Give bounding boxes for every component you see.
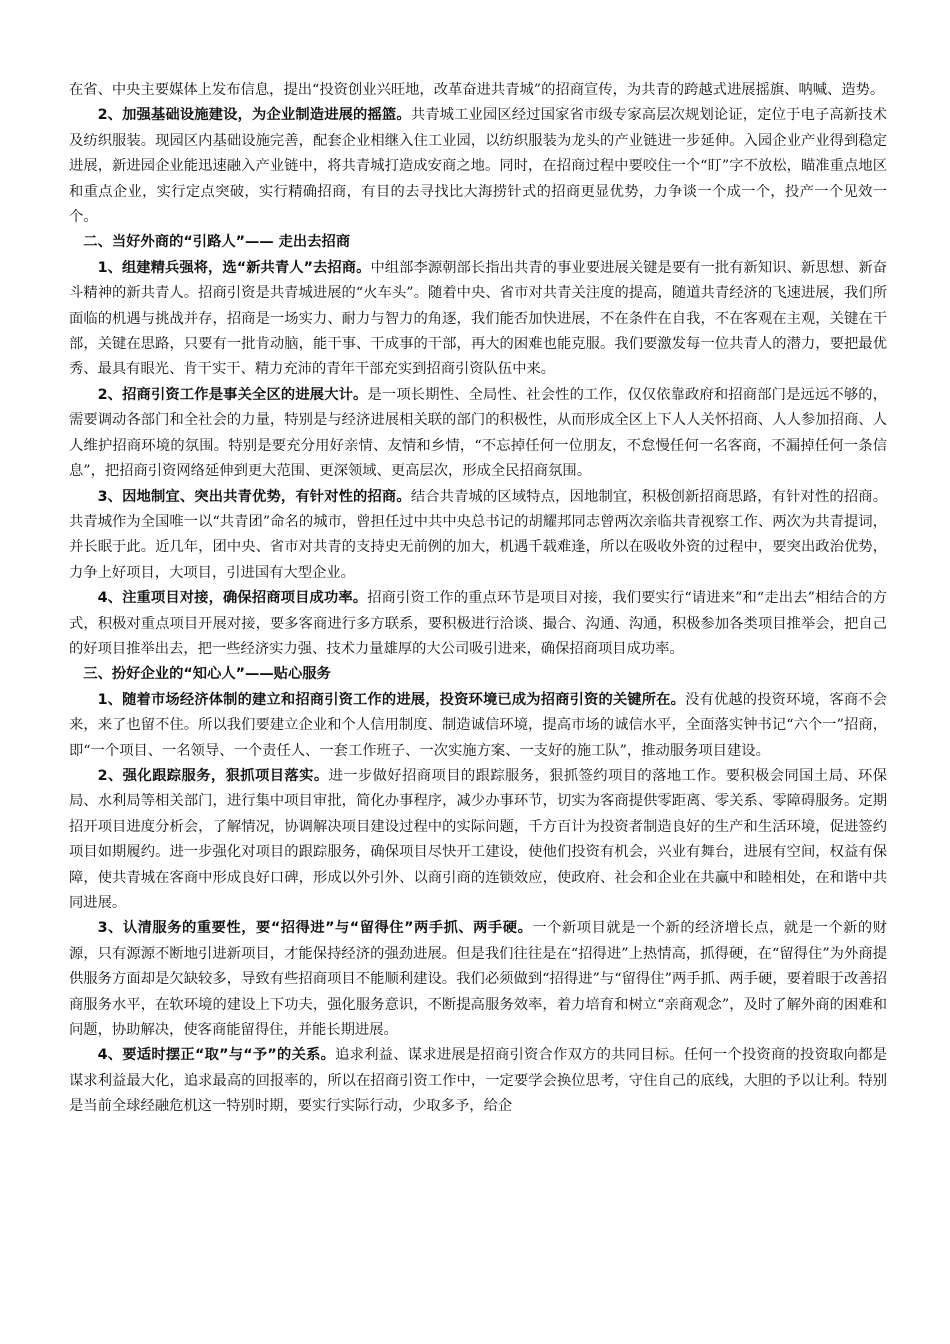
section3-item-3-body: 一个新项目就是一个新的经济增长点，就是一个新的财源，只有源源不断地引进新项目，才能保持经济的强劲进展。但是我们往往是在“招得进”上热情高，抓得硬，在“留得住”为外商提供服务方面却是欠缺较多，导致有些招商项目不能顺利建设。我们必须做到“招得进”与“留得住”两手抓、两手硬，要着眼于改善招商服务水平，在软环境的建设上下功夫，强化服务意识，不断提高服务效率，着力培育和树立“亲商观念”，及时了解外商的困难和问题，协助解决，使客商能留得住，并能长期进展。: [69, 920, 888, 1039]
section1-item-2-lead: 2、加强基础设施建设，为企业制造进展的摇篮。: [97, 107, 411, 124]
intro-continuation: 在省、中央主要媒体上发布信息，提出“投资创业兴旺地，改革奋进共青城”的招商宣传，为共青的跨越式进展摇旗、呐喊、造势。: [69, 82, 885, 98]
section3-item-4: [69, 1043, 887, 1119]
section3-item-4-lead: 4、要适时摆正“取”与“予”的关系。: [97, 1047, 336, 1064]
section2-item-1-lead: 1、组建精兵强将，选“新共青人”去招商。: [97, 259, 371, 276]
section3-item-1-lead: 1、随着市场经济体制的建立和招商引资工作的进展，投资环境已成为招商引资的关键所在。: [97, 691, 686, 708]
section3-item-1: [69, 688, 887, 764]
section2-item-1: [69, 256, 887, 383]
section1-item-2: [69, 103, 887, 230]
section3-item-4-body: 追求利益、谋求进展是招商引资合作双方的共同目标。任何一个投资商的投资取向都是谋求利益最大化，追求最高的回报率的，所以在招商引资工作中，一定要学会换位思考，守住自己的底线，大胆的予以让利。特别是当前全球经融危机这一特别时期，要实行实际行动，少取多予，给企: [69, 1047, 887, 1115]
section3-item-3-lead: 3、认清服务的重要性，要“招得进”与“留得住”两手抓、两手硬。: [97, 920, 533, 937]
section2-item-2-lead: 2、招商引资工作是事关全区的进展大计。: [97, 386, 368, 403]
section2-item-3-body: 结合共青城的区域特点，因地制宜，积极创新招商思路，有针对性的招商。共青城作为全国唯一以“共青团”命名的城市，曾担任过中共中央总书记的胡耀邦同志曾两次亲临共青视察工作、两次为共青提词，并长眠于此。近几年，团中央、省市对共青的支持史无前例的加大，机遇千载难逢，所以在吸收外资的过程中，要突出政治优势，力争上好项目，大项目，引进国有大型企业。: [69, 488, 888, 581]
section2-item-1-body: 中组部李源朝部长指出共青的事业要进展关键是要有一批有新知识、新思想、新奋斗精神的新共青人。招商引资是共青城进展的“火车头”。随着中央、省市对共青关注度的提高，随道共青经济的飞速进展，我们所面临的机遇与挑战并存，招商是一场实力、耐力与智力的角逐，我们能否加快进展，不在条件在自我，不在客观在主观，关键在干部，关键在思路，只要有一批肯动脑，能干事、干成事的干部，再大的困难也能克服。我们要激发每一位共青人的潜力，要把最优秀、最具有眼光、肯干实干、精力充沛的青年干部充实到招商引资队伍中来。: [69, 259, 887, 378]
section3-item-2-body: 进一步做好招商项目的跟踪服务，狠抓签约项目的落地工作。要积极会同国土局、环保局、水利局等相关部门，进行集中项目审批，简化办事程序，减少办事环节，切实为客商提供零距离、零关系、零障碍服务。定期招开项目进度分析会，了解情况，协调解决项目建设过程中的实际问题，千方百计为投资者制造良好的生产和生活环境，促进签约项目如期履约。进一步强化对项目的跟踪服务，确保项目尽快开工建设，使他们投资有机会，兴业有舞台，进展有空间，权益有保障，使共青城在客商中形成良好口碑，形成以外引外、以商引商的连锁效应，使政府、社会和企业在共赢中和睦相处，在和谐中共同进展。: [69, 767, 888, 911]
section2-item-2-body: 是一项长期性、全局性、社会性的工作，仅仅依靠政府和招商部门是远远不够的，需要调动各部门和全社会的力量，特别是与经济进展相关联的部门的积极性，从而形成全区上下人人关怀招商、人人参加招商、人人维护招商环境的氛围。特别是要充分用好亲情、友情和乡情，“不忘掉任何一位朋友，不怠慢任何一名客商，不漏掉任何一条信息”，把招商引资网络延伸到更大范围、更深领域、更高层次，形成全民招商氛围。: [69, 386, 887, 480]
section3-item-1-body: 没有优越的投资环境，客商不会来，来了也留不住。所以我们要建立企业和个人信用制度、制造诚信环境，提高市场的诚信水平，全面落实钟书记“六个一”招商，即“一个项目、一名领导、一个责任人、一套工作班子、一次实施方案、一支好的施工队”，推动服务项目建设。: [69, 691, 888, 759]
section1-item-2-body: 共青城工业园区经过国家省市级专家高层次规划论证，定位于电子高新技术及纺织服装。现园区内基础设施完善，配套企业相继入住工业园，以纺织服装为龙头的产业链进一步延伸。入园企业产业得到稳定进展，新进园企业能迅速融入产业链中，将共青城打造成安商之地。同时，在招商过程中要咬住一个“盯”字不放松，瞄准重点地区和重点企业，实行定点突破，实行精确招商，有目的去寻找比大海捞针式的招商更显优势，力争谈一个成一个，投产一个见效一个。: [69, 107, 888, 226]
section2-item-4-body: 招商引资工作的重点环节是项目对接，我们要实行“请进来”和“走出去”相结合的方式，积极对重点项目开展对接，要多客商进行多方联系，要积极进行洽谈、撮合、沟通、沟通，积极参加各类项目推举会，把自己的好项目推举出去，把一些经济实力强、技术力量雄厚的大公司吸引进来，确保招商项目成功率。: [69, 590, 887, 657]
section2-item-2: [69, 383, 887, 485]
document-page: [69, 78, 887, 1120]
section3-item-3: [69, 916, 887, 1043]
section2-item-4-lead: 4、注重项目对接，确保招商项目成功率。: [97, 590, 368, 607]
section2-item-3: [69, 485, 887, 587]
section3-item-2: [69, 764, 887, 916]
section3-heading: 三、扮好企业的“知心人”——贴心服务: [83, 666, 331, 683]
section2-item-4: [69, 586, 887, 662]
section2-heading: 二、当好外商的“引路人”—— 走出去招商: [83, 234, 351, 251]
section3-item-2-lead: 2、强化跟踪服务，狠抓项目落实。: [97, 767, 329, 784]
section2-item-3-lead: 3、因地制宜、突出共青优势，有针对性的招商。: [97, 488, 411, 505]
